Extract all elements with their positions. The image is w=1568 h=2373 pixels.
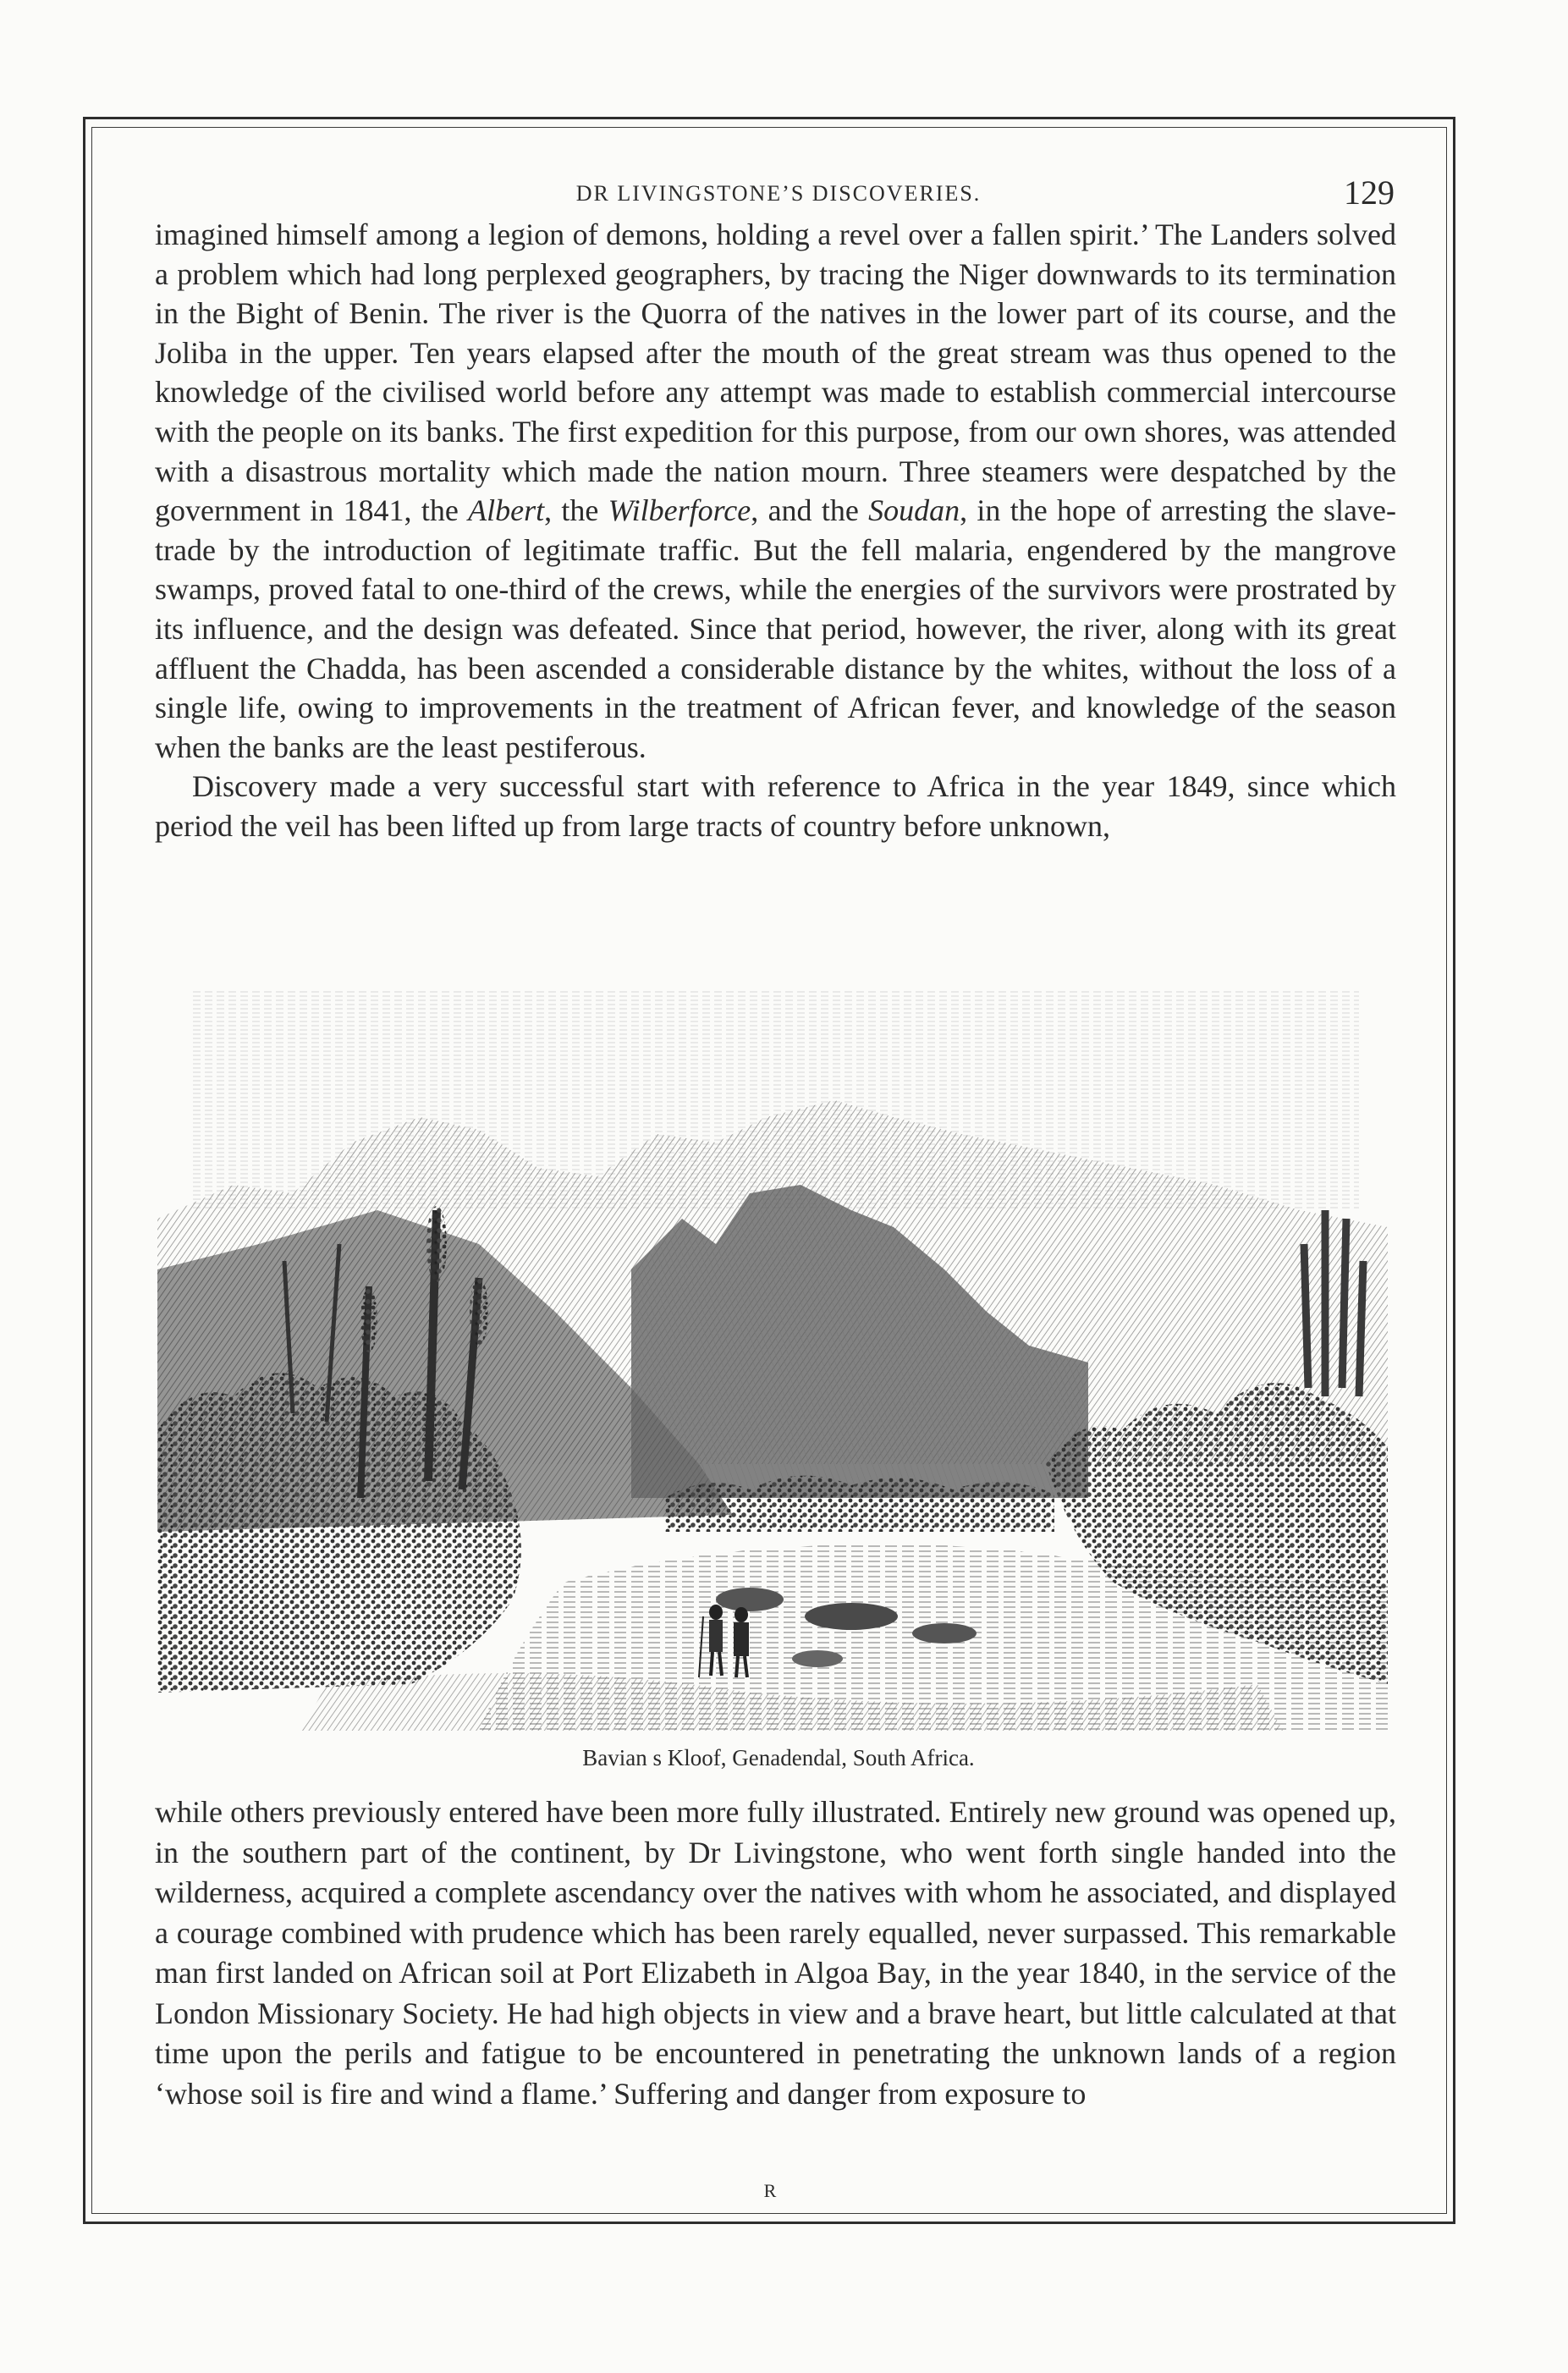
text-run: while others previously entered have been more fully illustrated. Entirely new ground was opened up, in the southern part of the continent, by Dr Livingstone, who went forth single handed into the wilderness, acquired a complete ascendancy over the natives with whom he associated, and displayed a courage combined with prudence which has been rarely equalled, never surpassed. This remarkable man first landed on African soil at Port Elizabeth in Algoa Bay, in the year 1840, in the service of the London Missionary Society. He had high objects in view and a brave heart, but little calculated at that time upon the perils and fatigue to be encountered in penetrating the unknown lands of a region ‘whose soil is fire and wind a flame.’ Suffering and danger from exposure to [155,1795,1396,2111]
text-block-bottom [155,1792,1396,2114]
italic-run: Albert [468,493,545,528]
aloe-flower [426,1206,447,1282]
tree-line [665,1476,1054,1532]
paragraph [155,215,1396,767]
text-run: , and the [751,493,869,528]
aloe-flower [470,1278,488,1346]
signature-mark: R [763,2180,777,2201]
text-block-top [155,215,1396,846]
text-run: , in the hope of arresting the slave-trade by the introduction of legitimate traffic. But the fell malaria, engendered by the mangrove swamps, proved fatal to one-third of the crews, while the energies of the survivors were prostrated by its influence, and the design was defeated. Since that period, however, the river, along with its great affluent the Chadda, has been ascended a considerable distance by the whites, without the loss of a single life, owing to improvements in the treatment of African fever, and knowledge of the season when the banks are the least pestiferous. [155,493,1396,764]
river-stone [792,1650,843,1667]
river-stone [716,1588,784,1611]
aloe-flower [360,1288,377,1352]
engraving-illustration [157,990,1388,1731]
italic-run: Wilberforce [608,493,751,528]
illustration-caption: Bavian s Kloof, Genadendal, South Africa. [582,1745,975,1770]
text-run: imagined himself among a legion of demons, holding a revel over a fallen spirit.’ The Landers solved a problem which had long perplexed geographers, by tracing the Niger downwards to its termination in the Bight of Benin. The river is the Quorra of the natives in the lower part of its course, and the Joliba in the upper. Ten years elapsed after the mouth of the great stream was thus opened to the knowledge of the civilised world before any attempt was made to establish commercial intercourse with the people on its banks. The first expedition for this purpose, from our own shores, was attended with a disastrous mortality which made the nation mourn. Three steamers were despatched by the government in 1841, the [155,217,1396,528]
page-number: 129 [1344,173,1395,212]
paragraph [155,767,1396,845]
text-run: , the [544,493,608,528]
text-run: Discovery made a very successful start with reference to Africa in the year 1849, since which period the veil has been lifted up from large tracts of country before unknown, [155,769,1396,843]
italic-run: Soudan [868,493,960,528]
running-title: DR LIVINGSTONE’S DISCOVERIES. [575,181,982,206]
river-stone [912,1623,977,1643]
river-stone [805,1603,898,1630]
paragraph [155,1792,1396,2114]
